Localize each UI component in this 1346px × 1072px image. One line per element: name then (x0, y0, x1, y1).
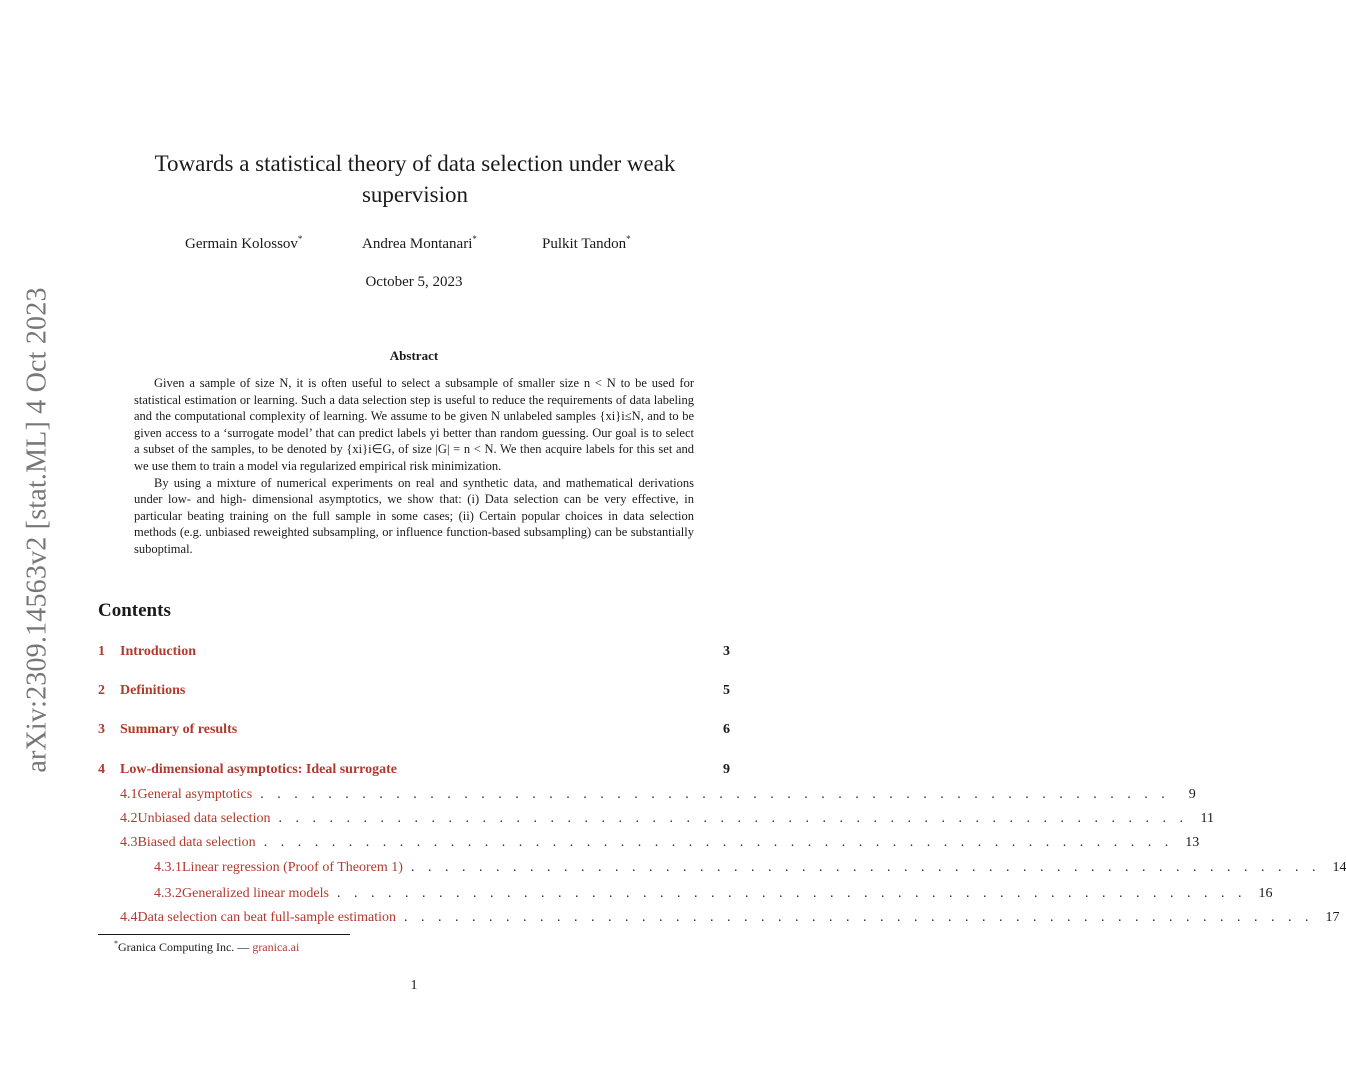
toc-title: Generalized linear models (182, 886, 329, 901)
toc-number: 4.3.2 (154, 886, 182, 901)
toc-number: 4 (98, 762, 105, 777)
toc-leader: . . . . . . . . . . . . . . . . . . . . . . . . . . . . . . . . . . . . . . . . . . . . . . . . . . . . . . (263, 835, 1174, 850)
toc-page-number: 6 (723, 722, 730, 737)
toc-entry-generalized-linear-models[interactable] (154, 886, 1273, 902)
author (542, 234, 631, 253)
toc-entry-linear-regression[interactable] (154, 860, 1346, 876)
toc-entry-summary-of-results[interactable] (98, 722, 730, 738)
author (362, 234, 477, 253)
abstract-heading: Abstract (389, 348, 439, 363)
toc-entry-definitions[interactable] (98, 683, 730, 699)
toc-leader: . . . . . . . . . . . . . . . . . . . . . . . . . . . . . . . . . . . . . . . . . . . . . . . . . . . . . . (404, 910, 1314, 925)
footnote-link[interactable]: granica.ai (252, 940, 300, 954)
author-name: Pulkit Tandon (542, 236, 627, 252)
affiliation-mark: * (626, 234, 631, 244)
author-name: Germain Kolossov (185, 236, 298, 252)
abstract-paragraph-2: By using a mixture of numerical experiments on real and synthetic data, and mathematical derivations under low- and high- dimensional asymptotics, we show that: (i) Data selection can be very effective, in particular beating training on the full sample in some cases; (ii) Certain popular choices in data selection methods (e.g. unbiased reweighted subsampling, or influence function-based subsampling) can be substantially suboptimal. (134, 475, 694, 556)
toc-leader: . . . . . . . . . . . . . . . . . . . . . . . . . . . . . . . . . . . . . . . . . . . . . . . . . . . . . . (260, 787, 1170, 802)
toc-page-number: 9 (1188, 787, 1196, 802)
title-line-2: supervision (361, 182, 469, 207)
arxiv-identifier-text: arXiv:2309.14563v2 [stat.ML] 4 Oct 2023 (22, 287, 54, 773)
abstract-body (134, 375, 694, 558)
toc-page-number: 14 (1332, 860, 1346, 875)
footnote-text: Granica Computing Inc. — (118, 940, 253, 954)
author (185, 234, 302, 253)
toc-title: Biased data selection (137, 835, 256, 850)
toc-title: General asymptotics (137, 787, 253, 802)
toc-entry-unbiased-data-selection[interactable] (120, 811, 1214, 827)
toc-page-number: 3 (723, 644, 730, 659)
toc-leader: . . . . . . . . . . . . . . . . . . . . . . . . . . . . . . . . . . . . . . . . . . . . . . . . . . . . . . (336, 886, 1247, 901)
toc-entry-low-dimensional-asymptotics[interactable] (98, 762, 730, 778)
abstract-paragraph-1: Given a sample of size N, it is often useful to select a subsample of smaller size n < N to be used for statistical estimation or learning. Such a data selection step is useful to reduce the requirements of data labeling and the computational complexity of learning. We assume to be given N unlabeled samples {xi}i≤N, and to be given access to a ‘surrogate model’ that can predict labels yi better than random guessing. Our goal is to select a subset of the samples, to be denoted by {xi}i∈G, of size |G| = n < N. We then acquire labels for this set and we use them to train a model via regularized empirical risk minimization. (134, 376, 694, 473)
contents-heading: Contents (98, 600, 171, 621)
toc-number: 4.4 (120, 910, 138, 925)
toc-title: Unbiased data selection (137, 811, 271, 826)
footnote (114, 939, 299, 955)
toc-page-number: 9 (723, 762, 730, 777)
author-name: Andrea Montanari (362, 236, 473, 252)
toc-entry-data-selection-beats-full-sample[interactable] (120, 910, 1340, 926)
toc-number: 1 (98, 644, 105, 659)
toc-number: 2 (98, 683, 105, 698)
toc-entry-general-asymptotics[interactable] (120, 787, 1196, 803)
toc-page-number: 16 (1258, 886, 1273, 901)
toc-leader: . . . . . . . . . . . . . . . . . . . . . . . . . . . . . . . . . . . . . . . . . . . . . . . . . . . . . . (410, 860, 1321, 875)
toc-page-number: 17 (1325, 910, 1340, 925)
toc-number: 4.1 (120, 787, 138, 802)
footnote-mark: * (114, 939, 118, 948)
toc-title: Introduction (120, 644, 196, 659)
affiliation-mark: * (297, 234, 303, 244)
toc-number: 4.3.1 (154, 860, 182, 875)
toc-title: Data selection can beat full-sample estimation (137, 910, 397, 925)
toc-title: Definitions (120, 683, 186, 698)
toc-number: 3 (98, 722, 105, 737)
title-line-1: Towards a statistical theory of data selection under weak (154, 151, 676, 176)
toc-number: 4.2 (120, 811, 138, 826)
page-number: 1 (410, 978, 418, 993)
toc-page-number: 5 (723, 683, 730, 698)
toc-title: Linear regression (Proof of Theorem 1) (182, 860, 403, 875)
paper-title (120, 148, 710, 210)
toc-title: Low-dimensional asymptotics: Ideal surrogate (120, 762, 398, 777)
affiliation-mark: * (472, 234, 477, 244)
toc-leader: . . . . . . . . . . . . . . . . . . . . . . . . . . . . . . . . . . . . . . . . . . . . . . . . . . . . . . (278, 811, 1188, 826)
footnote-divider (98, 934, 350, 935)
toc-entry-biased-data-selection[interactable] (120, 835, 1200, 851)
toc-number: 4.3 (120, 835, 138, 850)
toc-page-number: 13 (1185, 835, 1200, 850)
toc-title: Summary of results (120, 722, 238, 737)
publication-date: October 5, 2023 (365, 274, 463, 290)
toc-entry-introduction[interactable] (98, 644, 730, 660)
toc-page-number: 11 (1200, 811, 1214, 826)
